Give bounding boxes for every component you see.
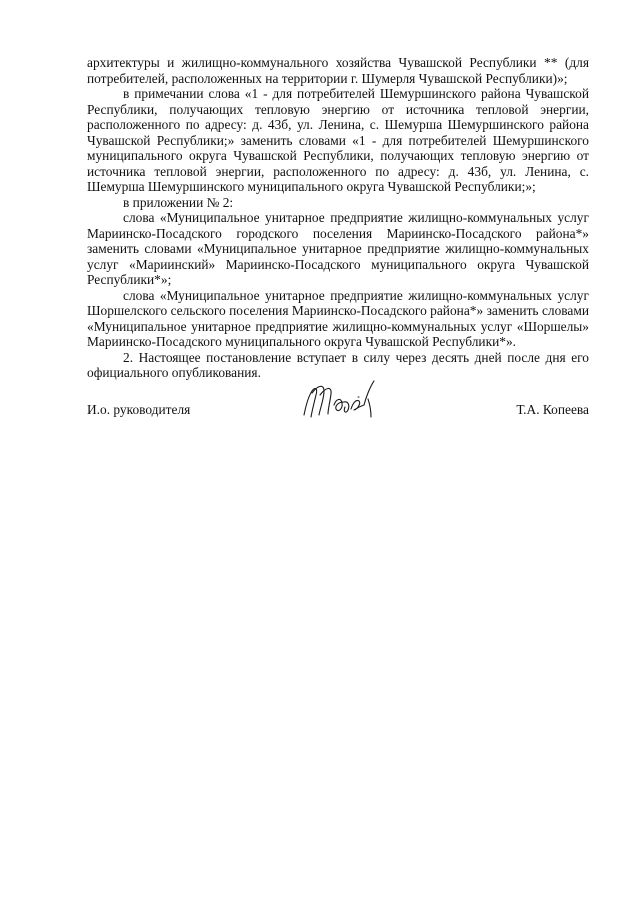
document-body (87, 55, 589, 381)
paragraph-effective-date: 2. Настоящее постановление вступает в силу через десять дней после дня его официального опубликования. (87, 349, 589, 380)
paragraph-appendix-heading: в приложении № 2: (123, 194, 234, 210)
paragraph-continuation: архитектуры и жилищно-коммунального хозяйства Чувашской Республики ** (для потребителей, расположенных на территории г. Шумерля Чувашской Республики)»; (87, 55, 589, 86)
paragraph-amendment-mariinsky: слова «Муниципальное унитарное предприятие жилищно-коммунальных услуг Мариинско-Посадского городского поселения Мариинско-Посадского района*» заменить словами «Муниципальное унитарное предприятие жилищно-коммунальных услуг «Мариинский» Мариинско-Посадского муниципального округа Чувашской Республики*»; (87, 210, 589, 287)
handwritten-signature-icon (298, 375, 386, 425)
paragraph-amendment-shorshely: слова «Муниципальное унитарное предприятие жилищно-коммунальных услуг Шоршелского сельского поселения Мариинско-Посадского района*» заменить словами «Муниципальное унитарное предприятие жилищно-коммунальных услуг «Шоршелы» Мариинско-Посадского муниципального округа Чувашской Республики*». (87, 287, 589, 349)
signatory-title: И.о. руководителя (87, 402, 191, 417)
signatory-name: Т.А. Копеева (516, 402, 589, 417)
paragraph-note-amendment: в примечании слова «1 - для потребителей Шемуршинского района Чувашской Республики, получающих тепловую энергию от источника тепловой энергии, расположенного по адресу: д. 43б, ул. Ленина, с. Шемурша Шемуршинского района Чувашской Республики;» заменить словами «1 - для потребителей Шемуршинского муниципального округа Чувашской Республики, получающих тепловую энергию от источника тепловой энергии, расположенного по адресу: д. 43б, ул. Ленина, с. Шемурша Шемуршинского муниципального округа Чувашской Республики;»; (87, 86, 589, 194)
